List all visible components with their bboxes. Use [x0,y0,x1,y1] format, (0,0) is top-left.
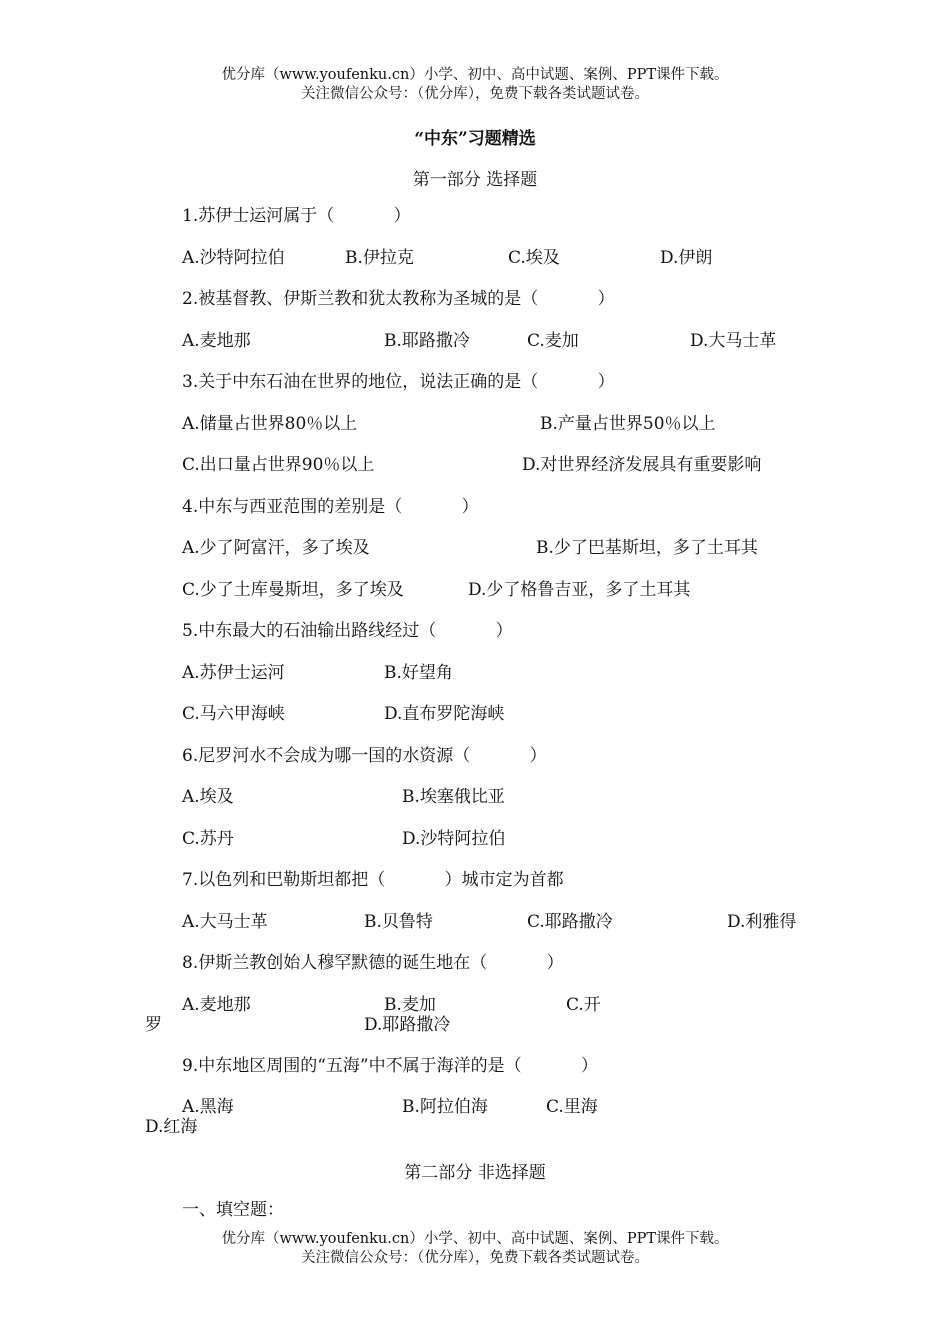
question-6-option-d: D.沙特阿拉伯 [402,829,506,849]
question-1-option-c: C.埃及 [508,248,560,268]
question-7-option-b: B.贝鲁特 [364,912,433,932]
question-5-option-b: B.好望角 [384,663,453,683]
question-1-stem: 1.苏伊士运河属于（ ） [182,206,411,226]
question-7-stem: 7.以色列和巴勒斯坦都把（ ）城市定为首都 [182,870,564,890]
question-8-option-c-wrap: 罗 [145,1015,162,1035]
question-8-stem: 8.伊斯兰教创始人穆罕默德的诞生地在（ ） [182,953,564,973]
question-6-option-a: A.埃及 [182,787,234,807]
question-2-stem: 2.被基督教、伊斯兰教和犹太教称为圣城的是（ ） [182,289,615,309]
question-4-option-d: D.少了格鲁吉亚，多了土耳其 [468,580,691,600]
question-3-option-c: C.出口量占世界90％以上 [182,455,375,475]
question-2-option-c: C.麦加 [527,331,579,351]
question-9-option-b: B.阿拉伯海 [402,1097,488,1117]
question-5-stem: 5.中东最大的石油输出路线经过（ ） [182,621,513,641]
question-8-option-a: A.麦地那 [182,995,251,1015]
question-9-option-a: A.黑海 [182,1097,234,1117]
question-8-option-b: B.麦加 [384,995,436,1015]
question-8-option-d: D.耶路撒冷 [364,1015,451,1035]
header-line-1: 优分库（www.youfenku.cn）小学、初中、高中试题、案例、PPT课件下载。 [221,67,729,83]
question-8-option-c: C.开 [566,995,601,1015]
question-4-option-b: B.少了巴基斯坦，多了土耳其 [536,538,758,558]
question-6-stem: 6.尼罗河水不会成为哪一国的水资源（ ） [182,746,547,766]
question-9-stem: 9.中东地区周围的“五海”中不属于海洋的是（ ） [182,1056,599,1076]
question-9-option-d: D.红海 [145,1117,198,1137]
question-4-stem: 4.中东与西亚范围的差别是（ ） [182,497,479,517]
question-3-option-d: D.对世界经济发展具有重要影响 [522,455,762,475]
question-1-option-d: D.伊朗 [660,248,713,268]
question-5-option-c: C.马六甲海峡 [182,704,285,724]
question-5-option-a: A.苏伊士运河 [182,663,285,683]
question-7-option-a: A.大马士革 [182,912,268,932]
question-5-option-d: D.直布罗陀海峡 [384,704,505,724]
header-line-2: 关注微信公众号：（优分库），免费下载各类试题试卷。 [301,86,649,102]
question-2-option-d: D.大马士革 [690,331,777,351]
question-2-option-b: B.耶路撒冷 [384,331,470,351]
question-9-option-c: C.里海 [546,1097,598,1117]
section-heading-part1: 第一部分 选择题 [412,170,538,190]
question-6-option-c: C.苏丹 [182,829,234,849]
question-4-option-a: A.少了阿富汗，多了埃及 [182,538,370,558]
footer-line-1: 优分库（www.youfenku.cn）小学、初中、高中试题、案例、PPT课件下载。 [221,1231,729,1247]
question-3-option-b: B.产量占世界50％以上 [540,414,716,434]
footer-line-2: 关注微信公众号：（优分库），免费下载各类试题试卷。 [301,1250,649,1266]
question-7-option-c: C.耶路撒冷 [527,912,613,932]
question-3-stem: 3.关于中东石油在世界的地位，说法正确的是（ ） [182,372,615,392]
question-1-option-a: A.沙特阿拉伯 [182,248,285,268]
section-heading-part2: 第二部分 非选择题 [404,1163,546,1183]
question-4-option-c: C.少了土库曼斯坦，多了埃及 [182,580,404,600]
question-7-option-d: D.利雅得 [727,912,797,932]
question-3-option-a: A.储量占世界80％以上 [182,414,358,434]
question-6-option-b: B.埃塞俄比亚 [402,787,505,807]
question-1-option-b: B.伊拉克 [345,248,414,268]
fill-in-heading: 一、填空题： [182,1200,284,1220]
page-title: “中东”习题精选 [414,129,536,149]
question-2-option-a: A.麦地那 [182,331,251,351]
